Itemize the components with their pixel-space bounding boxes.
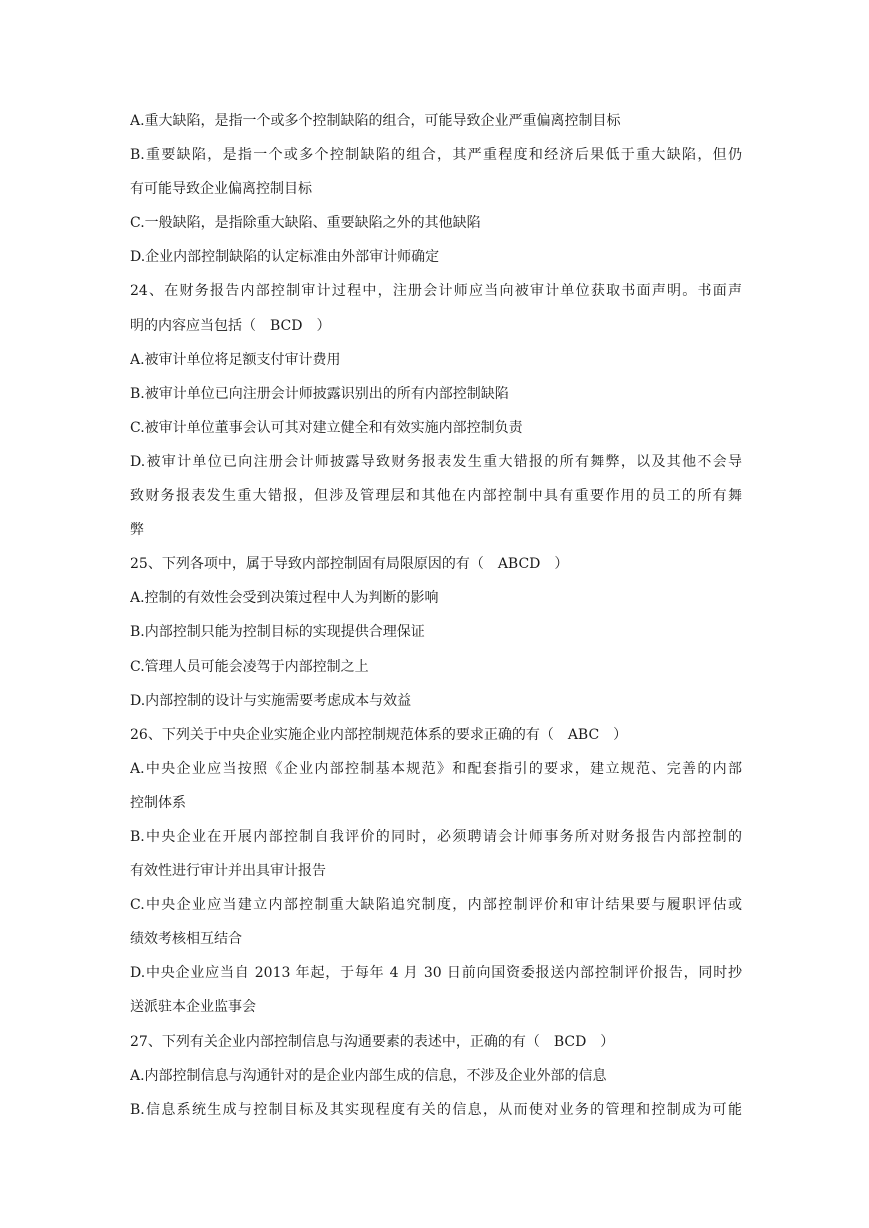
text-line: B.重要缺陷，是指一个或多个控制缺陷的组合，其严重程度和经济后果低于重大缺陷，但仍 — [130, 147, 742, 164]
text-line: B.内部控制只能为控制目标的实现提供合理保证 — [130, 624, 425, 641]
question-26-text: 26、下列关于中央企业实施企业内部控制规范体系的要求正确的有（ ABC ） — [130, 726, 628, 743]
text-line: A.内部控制信息与沟通针对的是企业内部生成的信息，不涉及企业外部的信息 — [130, 1067, 607, 1084]
document-page — [130, 104, 742, 1127]
text-line: 明的内容应当包括（ BCD ） — [130, 317, 331, 334]
text-line: 致财务报表发生重大错报，但涉及管理层和其他在内部控制中具有重要作用的员工的所有舞 — [130, 488, 742, 505]
question-27-text: 27、下列有关企业内部控制信息与沟通要素的表述中，正确的有（ BCD ） — [130, 1033, 615, 1050]
text-line: C.中央企业应当建立内部控制重大缺陷追究制度，内部控制评价和审计结果要与履职评估或 — [130, 897, 742, 914]
text-line: 绩效考核相互结合 — [130, 931, 242, 948]
text-line: A.重大缺陷，是指一个或多个控制缺陷的组合，可能导致企业严重偏离控制目标 — [130, 113, 621, 129]
text-line: A.控制的有效性会受到决策过程中人为判断的影响 — [130, 590, 439, 607]
question-25-text: 25、下列各项中，属于导致内部控制固有局限原因的有（ ABCD ） — [130, 556, 569, 573]
text-line: C.一般缺陷，是指除重大缺陷、重要缺陷之外的其他缺陷 — [130, 215, 481, 232]
text-line: 送派驻本企业监事会 — [130, 999, 256, 1016]
question-24-text: 24、在财务报告内部控制审计过程中，注册会计师应当向被审计单位获取书面声明。书面声 — [130, 283, 742, 300]
text-line: B.被审计单位已向注册会计师披露识别出的所有内部控制缺陷 — [130, 385, 509, 402]
text-line: 控制体系 — [130, 794, 186, 811]
text-line: C.管理人员可能会凌驾于内部控制之上 — [130, 658, 369, 675]
text-line: 弊 — [130, 522, 144, 539]
text-line: B.中央企业在开展内部控制自我评价的同时，必须聘请会计师事务所对财务报告内部控制的 — [130, 828, 742, 845]
text-line: 有效性进行审计并出具审计报告 — [130, 863, 326, 880]
text-line: 有可能导致企业偏离控制目标 — [130, 181, 312, 198]
text-line: A.被审计单位将足额支付审计费用 — [130, 351, 341, 368]
text-line: C.被审计单位董事会认可其对建立健全和有效实施内部控制负责 — [130, 419, 523, 436]
text-line: D.被审计单位已向注册会计师披露导致财务报表发生重大错报的所有舞弊，以及其他不会导 — [130, 453, 742, 470]
text-line: D.内部控制的设计与实施需要考虑成本与效益 — [130, 692, 412, 709]
text-line: A.中央企业应当按照《企业内部控制基本规范》和配套指引的要求，建立规范、完善的内部 — [130, 760, 742, 777]
text-line: D.企业内部控制缺陷的认定标准由外部审计师确定 — [130, 249, 440, 266]
text-line: B.信息系统生成与控制目标及其实现程度有关的信息，从而使对业务的管理和控制成为可能 — [130, 1101, 742, 1118]
text-line: D.中央企业应当自 2013 年起，于每年 4 月 30 日前向国资委报送内部控制评价报告，同时抄 — [130, 965, 742, 982]
